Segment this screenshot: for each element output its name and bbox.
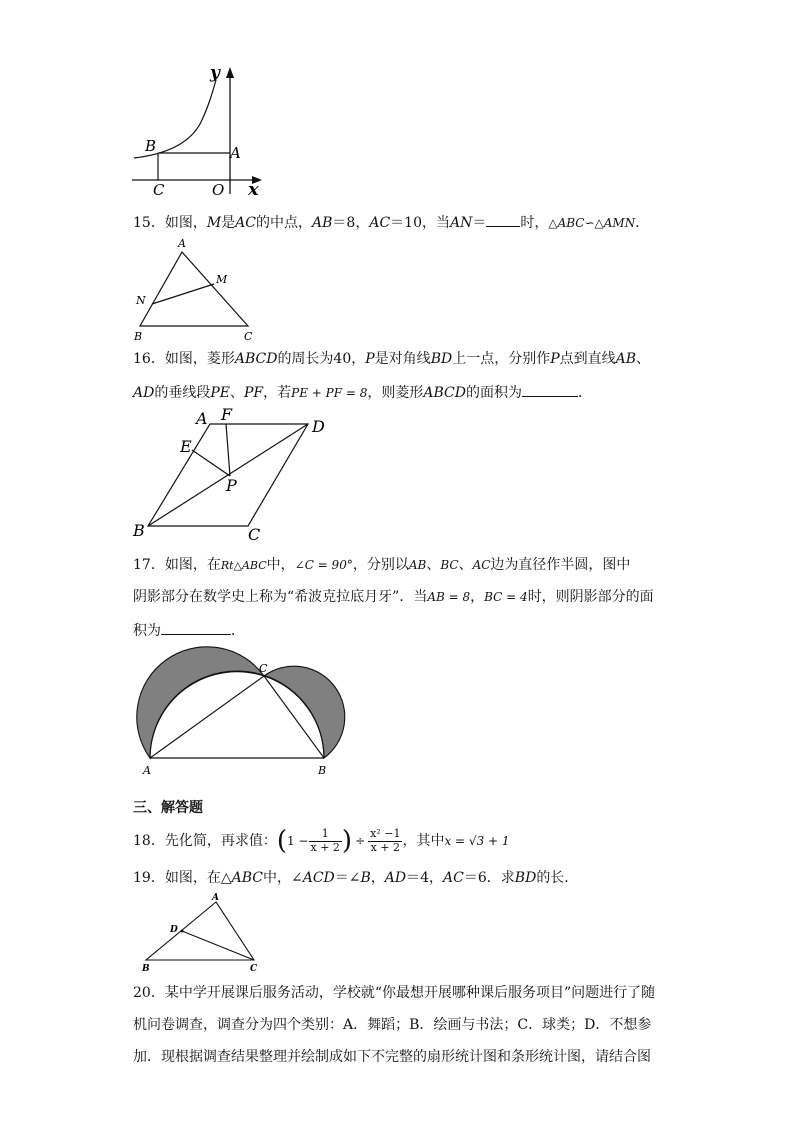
label-C: C (250, 964, 258, 974)
question-17-line3: 积为 ． (133, 623, 245, 639)
question-19: 19．如图，在△ABC中，∠ACD＝∠B，AD＝4，AC＝6．求BD的长． (133, 870, 579, 886)
label-D: D (170, 925, 178, 935)
question-17-line2: 阴影部分在数学史上称为“希波克拉底月牙”．当AB = 8，BC = 4时，则阴影部分的面 (133, 589, 654, 605)
label-x: x (248, 179, 259, 200)
figure-14-graph (128, 62, 268, 200)
label-B: B (318, 764, 327, 777)
question-16-line1: 16．如图，菱形ABCD的周长为40，P是对角线BD上一点，分别作P点到直线AB、 (133, 351, 651, 367)
label-B: B (142, 964, 150, 974)
answer-blank-15[interactable] (486, 214, 520, 227)
question-20-line2: 机问卷调查，调查分为四个类别：A．舞蹈；B．绘画与书法；C．球类；D．不想参 (133, 1017, 652, 1033)
label-y: y (210, 63, 220, 83)
question-16-line2: AD的垂线段PE、PF，若PE + PF = 8，则菱形ABCD的面积为 ． (133, 385, 592, 401)
label-O: O (212, 181, 225, 199)
figure-15-triangle (132, 234, 262, 346)
label-A: A (143, 764, 151, 777)
label-B: B (133, 521, 145, 540)
figure-17-lunes (134, 644, 354, 780)
label-D: D (312, 417, 325, 436)
answer-blank-16[interactable] (522, 384, 578, 397)
answer-blank-17[interactable] (161, 622, 231, 635)
label-N: N (136, 294, 146, 307)
label-C: C (248, 525, 261, 544)
figure-16-rhombus (130, 404, 340, 544)
label-A: A (230, 144, 241, 162)
question-17-line1: 17．如图，在Rt△ABC中，∠C = 90°，分别以AB、BC、AC边为直径作半圆，图中 (133, 557, 631, 573)
label-E: E (180, 437, 192, 456)
label-B: B (134, 330, 143, 343)
question-18: 18．先化简，再求值：(1 − $\frac{1}{x + 2}$ ) ÷ $\frac{\text{x² −1}}{x + 2}$ ，其中x = √3 + 1 (133, 826, 510, 856)
question-20-line1: 20．某中学开展课后服务活动，学校就“你最想开展哪种课后服务项目”问题进行了随 (133, 985, 656, 1001)
question-20-line3: 加．现根据调查结果整理并绘制成如下不完整的扇形统计图和条形统计图，请结合图 (133, 1049, 651, 1065)
label-P: P (226, 476, 237, 495)
label-F: F (221, 405, 233, 424)
label-A: A (196, 409, 208, 428)
label-B: B (145, 137, 157, 155)
label-C: C (153, 181, 165, 199)
section-heading-3: 三、解答题 (133, 800, 203, 816)
label-C: C (244, 330, 253, 343)
figure-19-triangle (136, 890, 268, 976)
label-A: A (212, 893, 219, 903)
label-M: M (216, 273, 228, 286)
label-C: C (259, 662, 268, 675)
label-A: A (178, 237, 186, 250)
question-15: 15．如图，M是AC的中点，AB＝8，AC＝10，当AN＝ 时，△ABC∽△AMN． (133, 215, 650, 231)
